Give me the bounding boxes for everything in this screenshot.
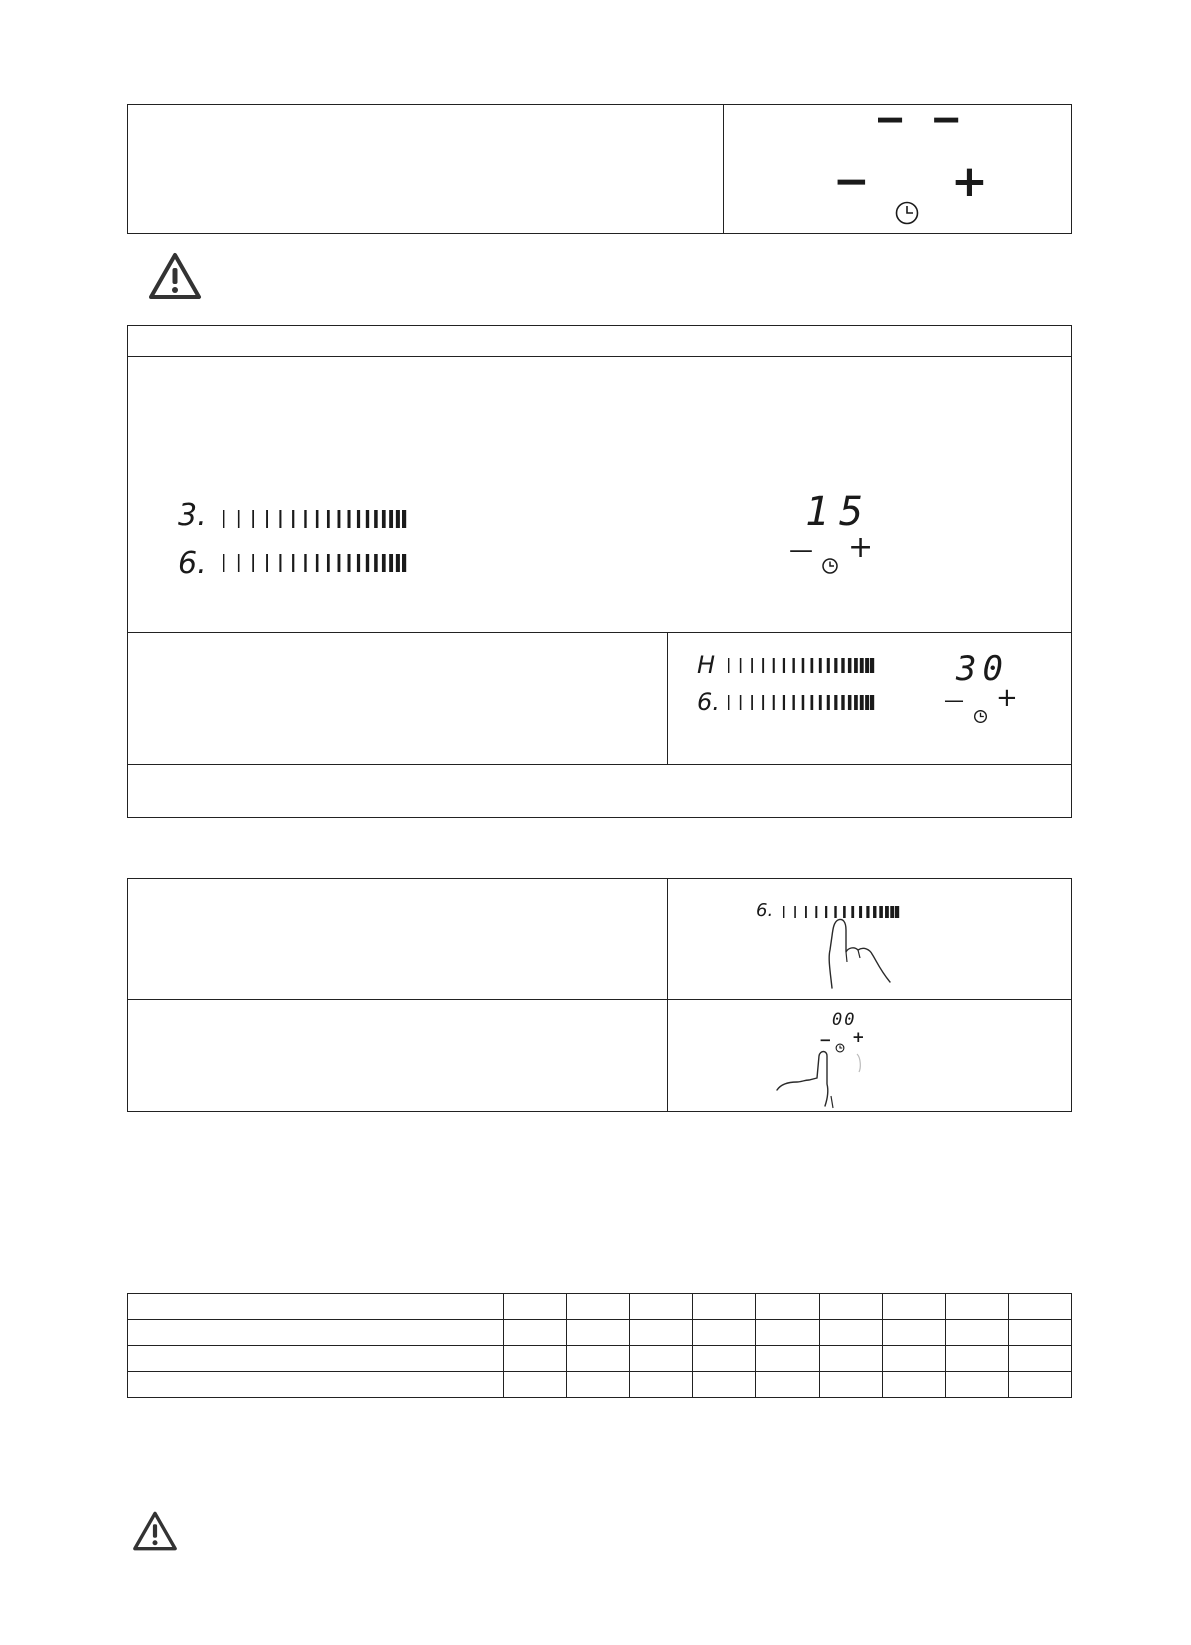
- table-cell: [128, 1346, 504, 1372]
- table-row: [128, 1372, 1072, 1398]
- slider-tick[interactable]: [827, 658, 830, 673]
- slider-tick[interactable]: [728, 695, 729, 710]
- table-row: [128, 1294, 1072, 1320]
- slider-tick[interactable]: [854, 658, 858, 673]
- slider-tick[interactable]: [266, 510, 268, 528]
- table-cell: [504, 1372, 567, 1398]
- slider-tick[interactable]: [238, 554, 240, 572]
- table-cell: [693, 1294, 756, 1320]
- slider-tick[interactable]: [338, 554, 341, 572]
- slider-tick[interactable]: [762, 658, 764, 673]
- slider-tick[interactable]: [223, 554, 224, 572]
- slider-tick[interactable]: [366, 510, 369, 528]
- box-row-line: [127, 999, 1072, 1000]
- slider-tick[interactable]: [327, 554, 330, 572]
- clock-icon: [973, 709, 988, 724]
- timer-plus-button[interactable]: +: [848, 530, 874, 565]
- table-cell: [693, 1320, 756, 1346]
- timer-display: 30: [956, 649, 1009, 689]
- table-cell: [567, 1294, 630, 1320]
- slider-tick[interactable]: [841, 658, 844, 673]
- table-cell: [693, 1346, 756, 1372]
- slider-tick[interactable]: [860, 695, 864, 710]
- slider-tick[interactable]: [870, 695, 874, 710]
- slider-tick[interactable]: [252, 554, 254, 572]
- slider-tick[interactable]: [366, 554, 369, 572]
- slider-tick[interactable]: [374, 510, 378, 528]
- table-cell: [1008, 1320, 1071, 1346]
- table-row: [128, 1320, 1072, 1346]
- slider-tick[interactable]: [773, 658, 775, 673]
- timer-minus-button[interactable]: −: [819, 1031, 832, 1049]
- slider-tick[interactable]: [402, 554, 406, 572]
- zone-level-display: 6.: [697, 688, 720, 716]
- power-level-table: [127, 1293, 1072, 1398]
- slider-tick[interactable]: [304, 554, 306, 572]
- table-cell: [630, 1346, 693, 1372]
- slider-tick[interactable]: [316, 510, 319, 528]
- slider-tick[interactable]: [347, 510, 350, 528]
- zone-level-display: 3.: [178, 498, 207, 533]
- slider-tick[interactable]: [834, 658, 837, 673]
- warning-triangle-icon: [132, 1510, 178, 1552]
- table-cell: [567, 1346, 630, 1372]
- slider-tick[interactable]: [304, 510, 306, 528]
- clock-icon: [821, 557, 839, 575]
- slider-tick[interactable]: [834, 695, 837, 710]
- timer-display: 15: [805, 489, 874, 535]
- zone-level-display: 6.: [756, 900, 774, 921]
- timer-plus-button[interactable]: +: [951, 156, 988, 207]
- timer-display: 00: [832, 1010, 857, 1030]
- slider-tick[interactable]: [870, 658, 874, 673]
- slider-tick[interactable]: [252, 510, 254, 528]
- slider-tick[interactable]: [223, 510, 224, 528]
- table-cell: [756, 1294, 819, 1320]
- slider-tick[interactable]: [794, 906, 796, 918]
- slider-tick[interactable]: [783, 658, 785, 673]
- slider-tick[interactable]: [773, 695, 775, 710]
- slider-tick[interactable]: [728, 658, 729, 673]
- slider-tick[interactable]: [860, 658, 864, 673]
- table-cell: [567, 1320, 630, 1346]
- slider-tick[interactable]: [279, 510, 281, 528]
- slider-tick[interactable]: [396, 554, 400, 572]
- table-cell: [128, 1294, 504, 1320]
- slider-tick[interactable]: [792, 658, 794, 673]
- slider-tick[interactable]: [854, 695, 858, 710]
- slider-tick[interactable]: [762, 695, 764, 710]
- table-cell: [567, 1372, 630, 1398]
- table-cell: [945, 1372, 1008, 1398]
- table-cell: [756, 1372, 819, 1398]
- slider-tick[interactable]: [865, 658, 869, 673]
- slider-tick[interactable]: [810, 695, 813, 710]
- slider-tick[interactable]: [396, 510, 400, 528]
- table-cell: [630, 1372, 693, 1398]
- power-slider-bar[interactable]: [222, 510, 407, 528]
- table-row: [128, 1346, 1072, 1372]
- table-cell: [819, 1294, 882, 1320]
- slider-tick[interactable]: [292, 554, 294, 572]
- slider-tick[interactable]: [279, 554, 281, 572]
- slider-tick[interactable]: [389, 510, 393, 528]
- table-cell: [945, 1346, 1008, 1372]
- slider-tick[interactable]: [382, 510, 386, 528]
- slider-tick[interactable]: [292, 510, 294, 528]
- slider-tick[interactable]: [783, 906, 784, 918]
- box-header-line: [127, 356, 1072, 357]
- slider-tick[interactable]: [805, 906, 807, 918]
- slider-tick[interactable]: [238, 510, 240, 528]
- table-cell: [882, 1320, 945, 1346]
- timer-display-dashes: – –: [878, 95, 963, 141]
- table-cell: [1008, 1294, 1071, 1320]
- slider-tick[interactable]: [357, 510, 360, 528]
- slider-tick[interactable]: [357, 554, 360, 572]
- table-cell: [504, 1294, 567, 1320]
- zone-level-display: 6.: [178, 546, 207, 581]
- slider-tick[interactable]: [382, 554, 386, 572]
- slider-tick[interactable]: [740, 695, 742, 710]
- slider-tick[interactable]: [316, 554, 319, 572]
- slider-tick[interactable]: [848, 695, 852, 710]
- slider-tick[interactable]: [266, 554, 268, 572]
- clock-icon: [894, 200, 920, 226]
- table-cell: [1008, 1372, 1071, 1398]
- slider-tick[interactable]: [841, 695, 844, 710]
- table-cell: [882, 1346, 945, 1372]
- slider-tick[interactable]: [802, 695, 805, 710]
- table-cell: [882, 1372, 945, 1398]
- timer-plus-button[interactable]: +: [852, 1028, 865, 1046]
- slider-tick[interactable]: [827, 695, 830, 710]
- slider-tick[interactable]: [810, 658, 813, 673]
- slider-tick[interactable]: [783, 695, 785, 710]
- operation-steps-box: [127, 878, 1072, 1112]
- table-cell: [504, 1320, 567, 1346]
- slider-tick[interactable]: [815, 906, 817, 918]
- warning-triangle-icon: [148, 251, 202, 301]
- timer-minus-button[interactable]: —: [789, 536, 813, 564]
- table-cell: [756, 1320, 819, 1346]
- power-slider-bar[interactable]: [727, 658, 875, 673]
- power-slider-bar[interactable]: [222, 554, 407, 572]
- table-cell: [128, 1320, 504, 1346]
- timer-minus-button[interactable]: −: [833, 156, 870, 207]
- box-divider: [667, 878, 668, 1112]
- table-body: [128, 1294, 1072, 1398]
- slider-tick[interactable]: [865, 695, 869, 710]
- slider-tick[interactable]: [389, 554, 393, 572]
- box-divider: [723, 104, 724, 234]
- power-slider-bar[interactable]: [727, 695, 875, 710]
- slider-tick[interactable]: [338, 510, 341, 528]
- table-cell: [128, 1372, 504, 1398]
- table-cell: [756, 1346, 819, 1372]
- zone-level-display: H: [697, 651, 716, 679]
- timer-minus-button[interactable]: —: [944, 688, 964, 712]
- table-cell: [630, 1294, 693, 1320]
- slider-tick[interactable]: [819, 658, 822, 673]
- table-cell: [819, 1372, 882, 1398]
- pointing-hand-icon: [820, 910, 900, 990]
- table-cell: [819, 1320, 882, 1346]
- box-divider: [667, 632, 668, 764]
- slider-tick[interactable]: [402, 510, 406, 528]
- slider-tick[interactable]: [347, 554, 350, 572]
- table-cell: [693, 1372, 756, 1398]
- slider-tick[interactable]: [751, 658, 753, 673]
- timer-plus-button[interactable]: +: [996, 683, 1018, 713]
- slider-tick[interactable]: [848, 658, 852, 673]
- table-cell: [630, 1320, 693, 1346]
- box-row-line: [127, 764, 1072, 765]
- slider-tick[interactable]: [819, 695, 822, 710]
- table-cell: [945, 1320, 1008, 1346]
- table-cell: [1008, 1346, 1071, 1372]
- table-cell: [882, 1294, 945, 1320]
- slider-tick[interactable]: [374, 554, 378, 572]
- table-cell: [945, 1294, 1008, 1320]
- slider-tick[interactable]: [792, 695, 794, 710]
- pointing-hand-icon: [775, 1048, 865, 1110]
- table-cell: [504, 1346, 567, 1372]
- box-row-line: [127, 632, 1072, 633]
- slider-tick[interactable]: [802, 658, 805, 673]
- table-cell: [819, 1346, 882, 1372]
- slider-tick[interactable]: [751, 695, 753, 710]
- slider-tick[interactable]: [740, 658, 742, 673]
- slider-tick[interactable]: [327, 510, 330, 528]
